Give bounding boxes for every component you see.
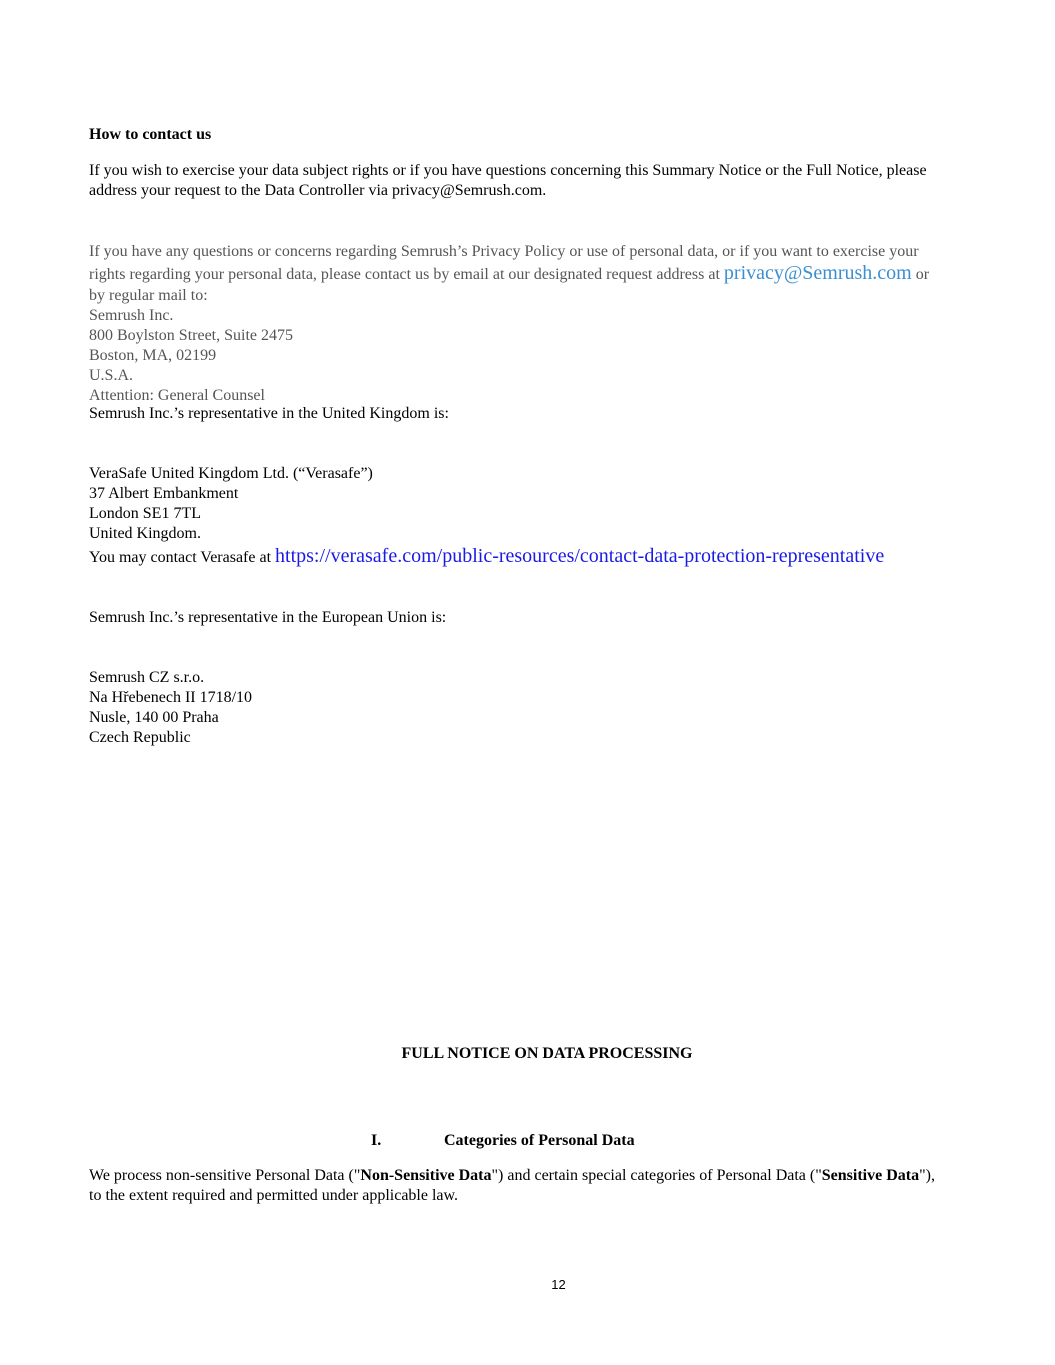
section-heading-contact: How to contact us <box>89 126 212 143</box>
address-line: 800 Boylston Street, Suite 2475 <box>89 327 293 344</box>
defined-term: Non-Sensitive Data <box>360 1167 492 1184</box>
page-number: 12 <box>551 1277 566 1292</box>
address-line: Czech Republic <box>89 729 191 746</box>
uk-representative-intro: Semrush Inc.’s representative in the United Kingdom is: <box>89 405 449 422</box>
paragraph-text: ") and certain special categories of Personal Data (" <box>491 1167 822 1184</box>
section-title: Categories of Personal Data <box>444 1132 635 1149</box>
address-line: Na Hřebenech II 1718/10 <box>89 689 253 706</box>
paragraph-line: by regular mail to: <box>89 287 208 304</box>
section-number: I. <box>371 1132 382 1149</box>
paragraph-line: If you wish to exercise your data subject rights or if you have questions concerning this Summary Notice or the Full Notice, please <box>89 162 927 179</box>
address-line: VeraSafe United Kingdom Ltd. (“Verasafe”) <box>89 465 373 482</box>
paragraph-line <box>89 262 929 286</box>
defined-term: Sensitive Data <box>821 1167 920 1184</box>
paragraph-line: address your request to the Data Controller via privacy@Semrush.com. <box>89 182 547 199</box>
address-line: Nusle, 140 00 Praha <box>89 709 219 726</box>
paragraph-text: We process non-sensitive Personal Data (" <box>89 1167 361 1184</box>
address-line: Attention: General Counsel <box>89 387 265 404</box>
address-line: Boston, MA, 02199 <box>89 347 217 364</box>
paragraph-line: to the extent required and permitted under applicable law. <box>89 1187 459 1204</box>
address-line: United Kingdom. <box>89 525 201 542</box>
eu-representative-intro: Semrush Inc.’s representative in the European Union is: <box>89 609 447 626</box>
address-line: London SE1 7TL <box>89 505 201 522</box>
paragraph-text: "), <box>919 1167 935 1184</box>
paragraph-text: You may contact Verasafe at <box>89 549 276 566</box>
uk-representative-address <box>89 464 884 570</box>
address-line: Semrush Inc. <box>89 307 174 324</box>
paragraph-line: If you have any questions or concerns regarding Semrush’s Privacy Policy or use of personal data, or if you want to exercise your <box>89 243 919 260</box>
address-line: U.S.A. <box>89 367 134 384</box>
address-line: Semrush CZ s.r.o. <box>89 669 205 686</box>
categories-paragraph <box>89 1166 935 1206</box>
verasafe-link[interactable]: https://verasafe.com/public-resources/contact-data-protection-representative <box>275 545 885 567</box>
full-notice-title: FULL NOTICE ON DATA PROCESSING <box>401 1045 693 1062</box>
eu-representative-address <box>89 668 252 748</box>
paragraph-text: or <box>911 266 930 283</box>
address-line: 37 Albert Embankment <box>89 485 239 502</box>
verasafe-contact-line <box>89 544 884 570</box>
contact-paragraph-1 <box>89 161 927 201</box>
paragraph-text: rights regarding your personal data, please contact us by email at our designated request address at <box>89 266 724 283</box>
contact-paragraph-2 <box>89 242 929 406</box>
paragraph-line <box>89 1166 935 1186</box>
privacy-email-link[interactable]: privacy@Semrush.com <box>723 262 912 284</box>
